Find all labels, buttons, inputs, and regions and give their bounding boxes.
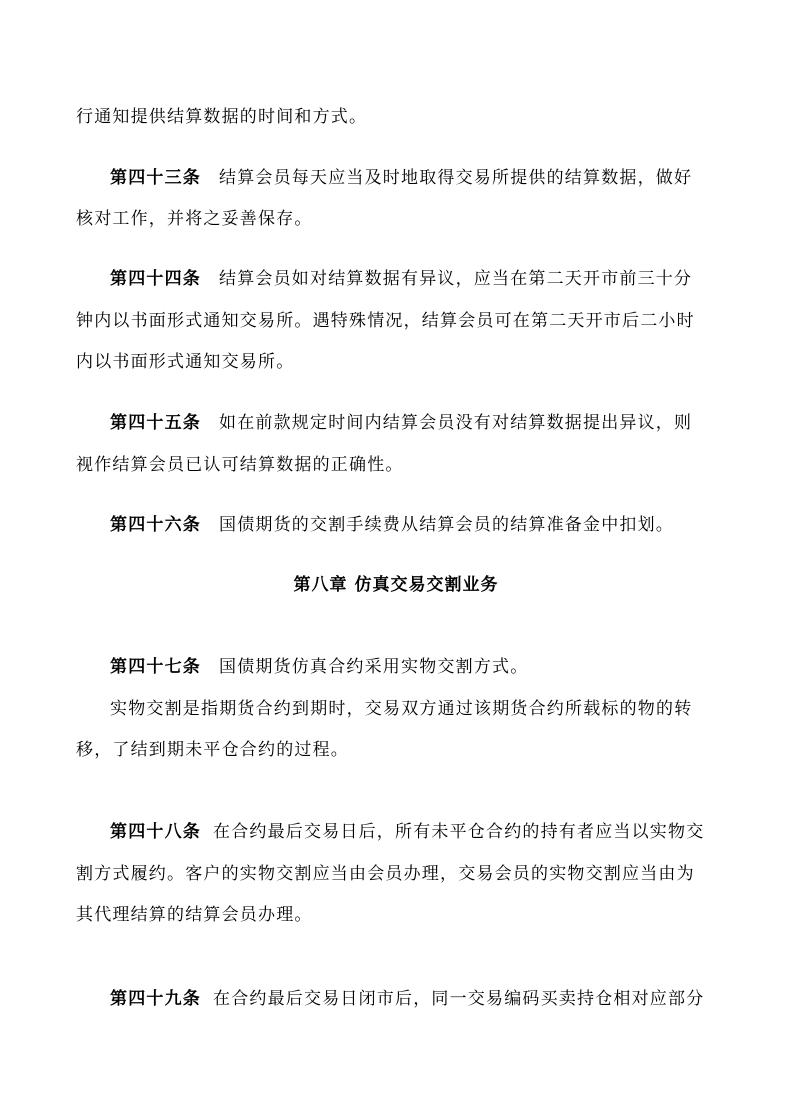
- article-46-text-1: 国债期货的交割手续费从结算会员的结算准备金中扣划。: [219, 515, 674, 535]
- article-46-label: 第四十六条: [110, 515, 201, 535]
- article-43-line-1: [110, 167, 692, 189]
- article-47-para2-line-1: [110, 698, 692, 720]
- article-49-label: 第四十九条: [110, 989, 201, 1009]
- article-44-text-1: 结算会员如对结算数据有异议，应当在第二天开市前三十分: [219, 269, 693, 289]
- article-48-line-1: [110, 821, 704, 843]
- article-48-text-2: 割方式履约。客户的实物交割应当由会员办理，交易会员的实物交割应当由为: [76, 864, 695, 884]
- article-48-line-2: [76, 863, 695, 885]
- article-46-line-1: [110, 514, 674, 536]
- article-44-label: 第四十四条: [110, 269, 201, 289]
- chapter-title: 第八章 仿真交易交割业务: [293, 575, 499, 595]
- continuation-text: 行通知提供结算数据的时间和方式。: [76, 107, 368, 127]
- article-47-para2-text-2: 移，了结到期未平仓合约的过程。: [76, 740, 349, 760]
- article-45-text-2: 视作结算会员已认可结算数据的正确性。: [76, 455, 404, 475]
- article-44-line-2: [76, 310, 695, 332]
- article-44-text-3: 内以书面形式通知交易所。: [76, 352, 295, 372]
- article-44-line-3: [76, 351, 294, 373]
- article-44-text-2: 钟内以书面形式通知交易所。遇特殊情况，结算会员可在第二天开市后二小时: [76, 311, 695, 331]
- article-43-label: 第四十三条: [110, 168, 201, 188]
- article-45-text-1: 如在前款规定时间内结算会员没有对结算数据提出异议，则: [219, 413, 693, 433]
- article-47-text-1: 国债期货仿真合约采用实物交割方式。: [219, 657, 529, 677]
- article-43-text-2: 核对工作，并将之妥善保存。: [76, 209, 313, 229]
- article-47-label: 第四十七条: [110, 657, 201, 677]
- article-48-label: 第四十八条: [110, 822, 201, 842]
- article-48-text-3: 其代理结算的结算会员办理。: [76, 905, 313, 925]
- article-45-line-2: [76, 454, 404, 476]
- article-45-label: 第四十五条: [110, 413, 201, 433]
- article-43-line-2: [76, 208, 313, 230]
- article-47-line-1: [110, 656, 528, 678]
- article-47-para2-line-2: [76, 739, 349, 761]
- article-47-para2-text-1: 实物交割是指期货合约到期时，交易双方通过该期货合约所载标的物的转: [110, 699, 693, 719]
- article-49-text-1: 在合约最后交易日闭市后，同一交易编码买卖持仓相对应部分: [213, 989, 705, 1009]
- article-43-text-1: 结算会员每天应当及时地取得交易所提供的结算数据，做好: [219, 168, 693, 188]
- article-48-text-1: 在合约最后交易日后，所有未平仓合约的持有者应当以实物交: [213, 822, 705, 842]
- article-48-line-3: [76, 904, 313, 926]
- article-49-line-1: [110, 988, 704, 1010]
- article-45-line-1: [110, 412, 692, 434]
- article-44-line-1: [110, 268, 692, 290]
